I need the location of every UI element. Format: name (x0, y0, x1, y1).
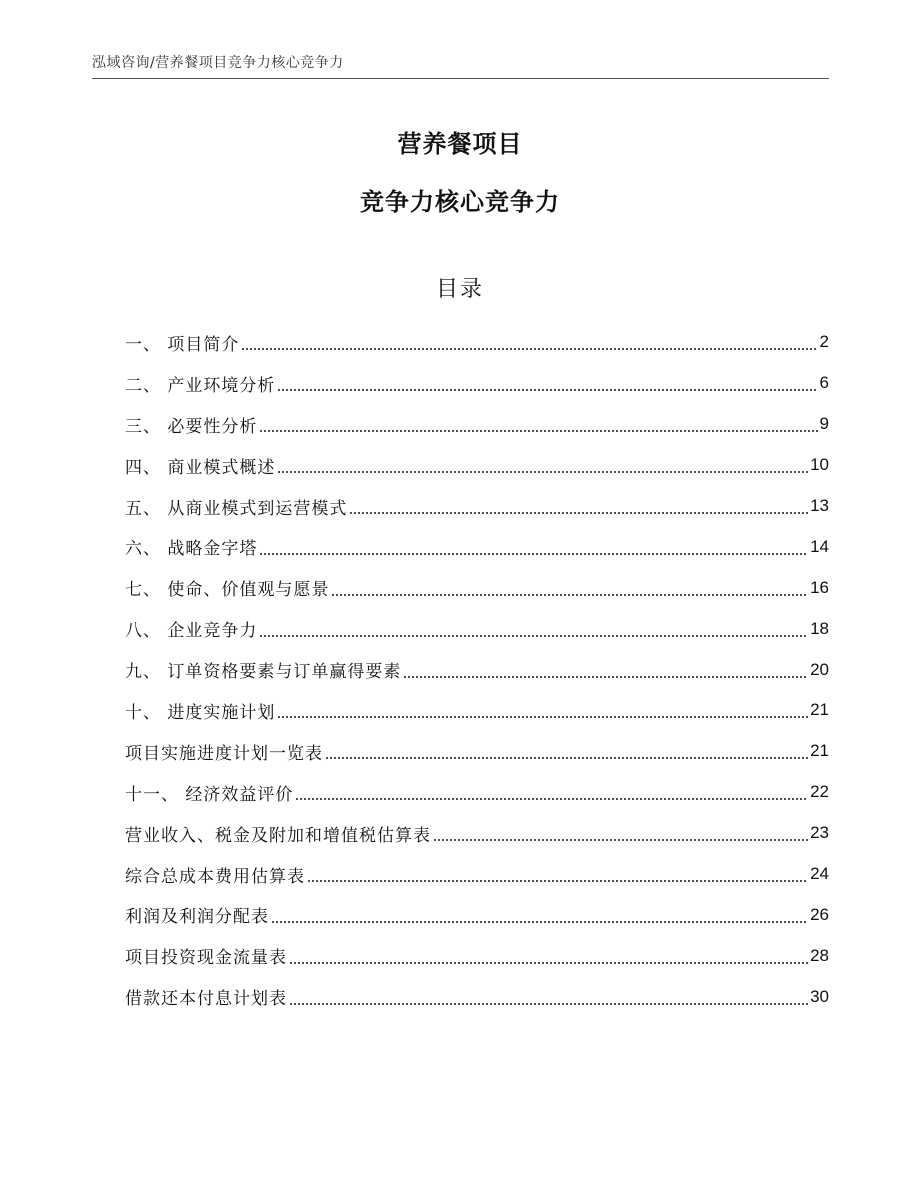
toc-entry[interactable] (125, 404, 829, 445)
document-title-line-1: 营养餐项目 (397, 130, 523, 158)
toc-dot-leader (403, 675, 808, 679)
toc-entry-page-number: 9 (819, 414, 829, 434)
toc-heading: 目录 (435, 277, 484, 302)
toc-entry-page-number: 30 (810, 986, 829, 1006)
toc-dot-leader (433, 838, 808, 842)
toc-entry-label: 借款还本付息计划表 (125, 989, 287, 1010)
toc-entry-page-number: 20 (810, 659, 829, 679)
toc-entry[interactable] (125, 935, 829, 976)
toc-entry-page-number: 6 (819, 373, 829, 393)
toc-entry-page-number: 13 (810, 496, 829, 515)
toc-entry[interactable] (125, 649, 829, 690)
toc-entry-label: 三、 必要性分析 (125, 416, 258, 437)
toc-entry-label: 六、 战略金字塔 (125, 539, 258, 560)
toc-dot-leader (259, 634, 808, 638)
toc-entry-page-number: 18 (810, 618, 829, 638)
toc-entry-label: 七、 使命、价值观与愿景 (125, 580, 330, 601)
toc-entry-label: 项目实施进度计划一览表 (125, 743, 323, 764)
toc-entry-page-number: 10 (810, 455, 829, 475)
toc-dot-leader (277, 715, 808, 719)
toc-dot-leader (295, 797, 808, 801)
toc-entry-page-number: 23 (810, 823, 829, 843)
toc-entry-page-number: 21 (810, 700, 829, 720)
toc-entry[interactable] (125, 976, 829, 1017)
toc-entry-page-number: 21 (810, 741, 829, 761)
toc-entry-page-number: 16 (810, 577, 829, 597)
table-of-contents (125, 322, 829, 1017)
toc-entry-page-number: 24 (810, 864, 829, 884)
toc-entry[interactable] (125, 486, 829, 527)
toc-entry[interactable] (125, 731, 829, 772)
toc-entry-page-number: 22 (810, 782, 829, 802)
toc-dot-leader (331, 593, 808, 597)
toc-entry[interactable] (125, 567, 829, 608)
toc-dot-leader (349, 511, 808, 515)
toc-entry-page-number: 2 (819, 332, 829, 352)
toc-entry[interactable] (125, 854, 829, 895)
toc-dot-leader (259, 552, 808, 556)
toc-entry[interactable] (125, 322, 829, 363)
toc-entry[interactable] (125, 894, 829, 935)
toc-dot-leader (277, 470, 808, 474)
toc-entry[interactable] (125, 608, 829, 649)
page-header: 泓域咨询/营养餐项目竞争力核心竞争力 (92, 55, 344, 71)
toc-entry-label: 九、 订单资格要素与订单赢得要素 (125, 662, 402, 683)
toc-entry-label: 十、 进度实施计划 (125, 702, 276, 723)
toc-entry[interactable] (125, 363, 829, 404)
toc-entry-label: 四、 商业模式概述 (125, 457, 276, 478)
toc-entry-page-number: 14 (810, 536, 829, 556)
document-title-line-2: 竞争力核心竞争力 (360, 188, 560, 216)
toc-entry-label: 八、 企业竞争力 (125, 621, 258, 642)
toc-dot-leader (325, 756, 808, 760)
toc-dot-leader (289, 1002, 808, 1006)
toc-entry-label: 十一、 经济效益评价 (125, 784, 294, 805)
toc-entry-label: 综合总成本费用估算表 (125, 866, 305, 887)
toc-entry-label: 营业收入、税金及附加和增值税估算表 (125, 825, 431, 846)
header-divider (92, 78, 829, 79)
toc-entry-label: 利润及利润分配表 (125, 907, 269, 928)
toc-entry[interactable] (125, 772, 829, 813)
toc-dot-leader (289, 961, 808, 965)
toc-entry-label: 一、 项目简介 (125, 334, 240, 355)
toc-entry[interactable] (125, 526, 829, 567)
toc-dot-leader (307, 879, 808, 883)
toc-entry-label: 项目投资现金流量表 (125, 948, 287, 969)
toc-dot-leader (271, 920, 808, 924)
toc-dot-leader (259, 429, 817, 433)
toc-entry[interactable] (125, 445, 829, 486)
toc-entry-label: 二、 产业环境分析 (125, 375, 276, 396)
toc-entry-page-number: 26 (810, 904, 829, 924)
toc-dot-leader (277, 388, 817, 392)
toc-entry-label: 五、 从商业模式到运营模式 (125, 498, 348, 519)
toc-entry-page-number: 28 (810, 945, 829, 965)
toc-entry[interactable] (125, 813, 829, 854)
toc-entry[interactable] (125, 690, 829, 731)
toc-dot-leader (241, 347, 817, 351)
